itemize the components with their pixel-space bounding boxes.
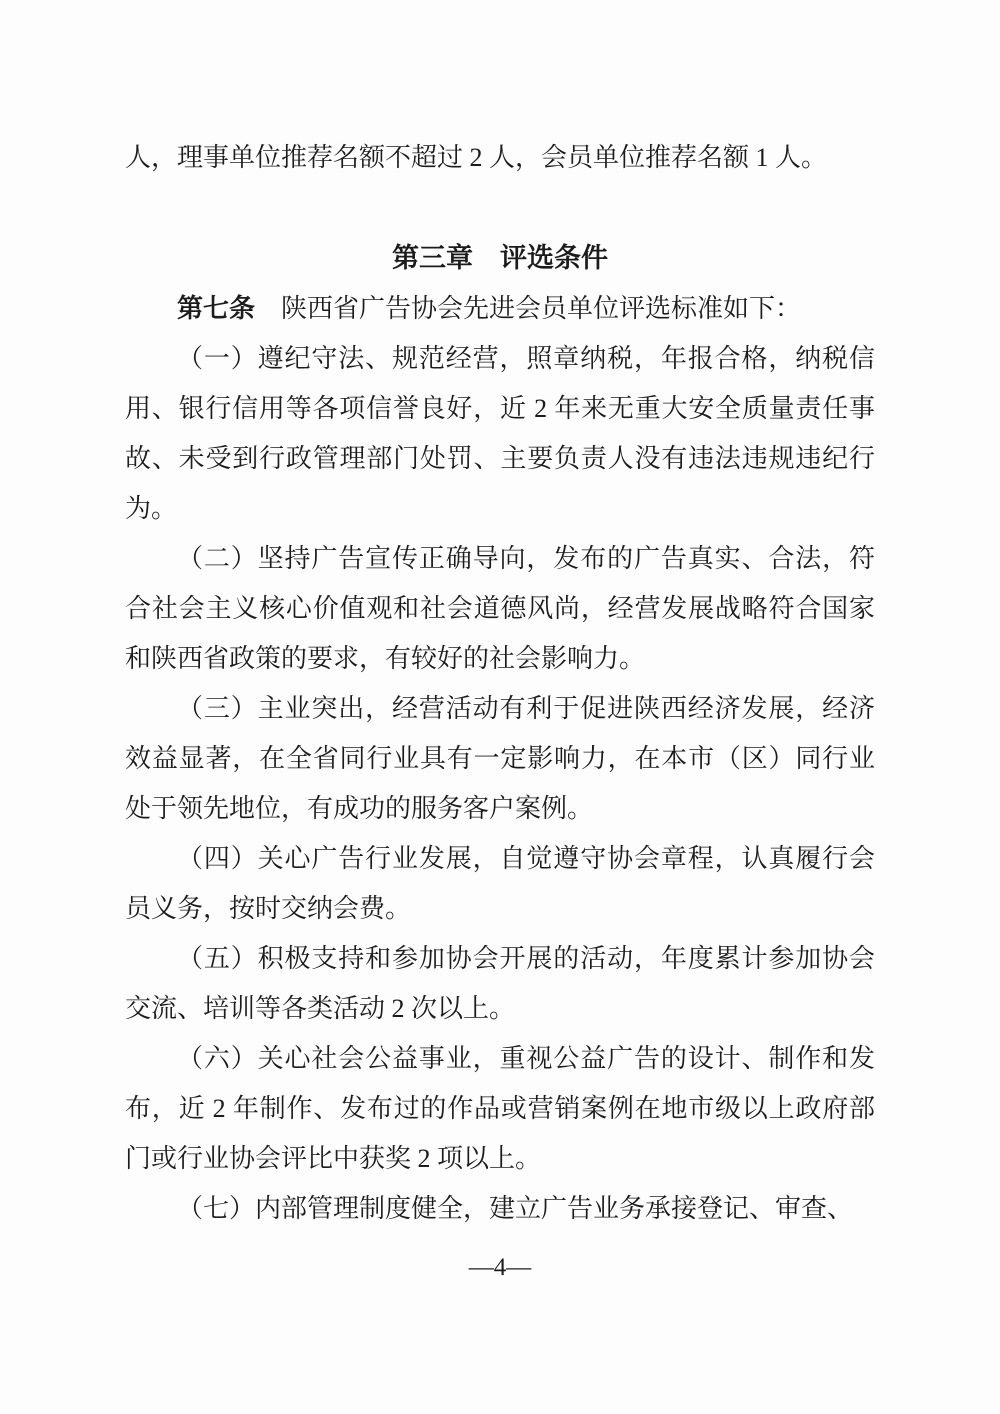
clause-item-2: （二）坚持广告宣传正确导向，发布的广告真实、合法，符合社会主义核心价值观和社会道德风尚，经营发展战略符合国家和陕西省政策的要求，有较好的社会影响力。 bbox=[125, 544, 875, 673]
clause-item-5: （五）积极支持和参加协会开展的活动，年度累计参加协会交流、培训等各类活动 2 次以上。 bbox=[125, 944, 875, 1023]
article-number-label: 第七条 bbox=[177, 293, 256, 323]
clause-item-3: （三）主业突出，经营活动有利于促进陕西经济发展，经济效益显著，在全省同行业具有一定影响力，在本市（区）同行业处于领先地位，有成功的服务客户案例。 bbox=[125, 694, 875, 823]
page-number-footer: —4— bbox=[468, 1254, 532, 1281]
document-body bbox=[125, 133, 875, 1234]
article-text: 陕西省广告协会先进会员单位评选标准如下： bbox=[281, 294, 802, 323]
chapter-heading: 第三章 评选条件 bbox=[392, 243, 608, 273]
continuation-paragraph: 人，理事单位推荐名额不超过 2 人，会员单位推荐名额 1 人。 bbox=[125, 143, 828, 172]
clause-item-6: （六）关心社会公益事业，重视公益广告的设计、制作和发布，近 2 年制作、发布过的作品或营销案例在地市级以上政府部门或行业协会评比中获奖 2 项以上。 bbox=[125, 1044, 875, 1173]
clause-item-1: （一）遵纪守法、规范经营，照章纳税，年报合格，纳税信用、银行信用等各项信誉良好，近 2 年来无重大安全质量责任事故、未受到行政管理部门处罚、主要负责人没有违法违规违纪行为。 bbox=[125, 344, 875, 523]
clause-item-4: （四）关心广告行业发展，自觉遵守协会章程，认真履行会员义务，按时交纳会费。 bbox=[125, 844, 875, 923]
article-paragraph bbox=[125, 283, 875, 334]
clause-item-7: （七）内部管理制度健全，建立广告业务承接登记、审查、 bbox=[177, 1194, 854, 1223]
